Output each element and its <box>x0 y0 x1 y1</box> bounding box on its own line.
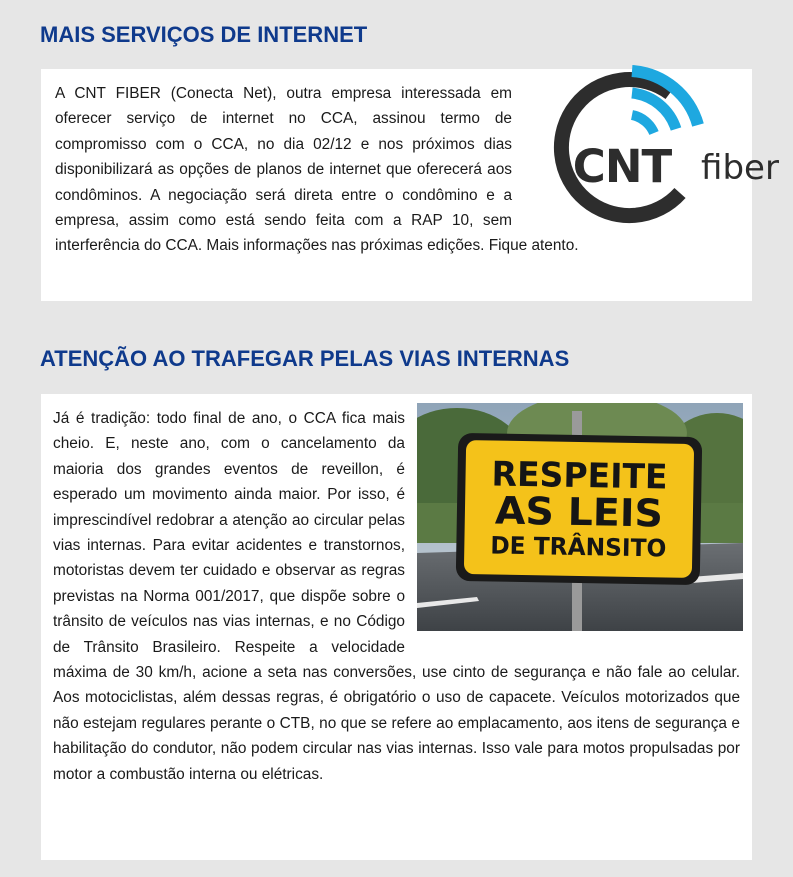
article-body-traffic: Já é tradição: todo final de ano, o CCA fica mais cheio. E, neste ano, com o cancelamento da maioria dos grandes eventos de reveillon, é esperado um movimento ainda maior. Por isso, é imprescindível redobrar a atenção ao circular pelas vias internas. Para evitar acidentes e transtornos, motoristas devem ter cuidado e observar as regras previstas na Norma 001/2017, que dispõe sobre o trânsito de veículos nas vias internas, e no Código de Trânsito Brasileiro. Respeite a velocidade máxima de 30 km/h, acione a seta nas conversões, use cinto de segurança e não fale ao celular. Aos motociclistas, além dessas regras, é obrigatório o uso de capacete. Veículos motorizados que não estejam regulares perante o CTB, no que se refere ao emplacamento, aos itens de segurança e habilitação do condutor, não podem circular nas vias internas. Isso vale para motos propulsadas por motor a combustão interna ou elétricas. <box>53 410 740 783</box>
article-card-traffic <box>41 394 752 860</box>
traffic-sign-photo <box>417 403 743 631</box>
sign-line1: RESPEITE <box>491 454 674 498</box>
article-body-internet: A CNT FIBER (Conecta Net), outra empresa interessada em oferecer serviço de internet no CCA, assinou termo de compromisso com o CCA, no dia 02/12 e nos próximos dias disponibilizará as opções de planos de internet que oferecerá aos condôminos. A negociação será direta entre o condômino e a empresa, assim como está sendo feita com a RAP 10, sem interferência do CCA. Mais informações nas próximas edições. Fique atento. <box>55 85 579 255</box>
cnt-fiber-logo <box>520 65 782 225</box>
sign-line3: DE TRÂNSITO <box>490 531 672 563</box>
article-card-internet <box>41 69 779 301</box>
section-title-internet: MAIS SERVIÇOS DE INTERNET <box>40 22 368 47</box>
sign-line2: AS LEIS <box>494 488 658 536</box>
logo-sub-text: fiber <box>701 148 779 188</box>
logo-main-text: CNT <box>572 140 672 193</box>
section-title-traffic: ATENÇÃO AO TRAFEGAR PELAS VIAS INTERNAS <box>40 346 570 371</box>
